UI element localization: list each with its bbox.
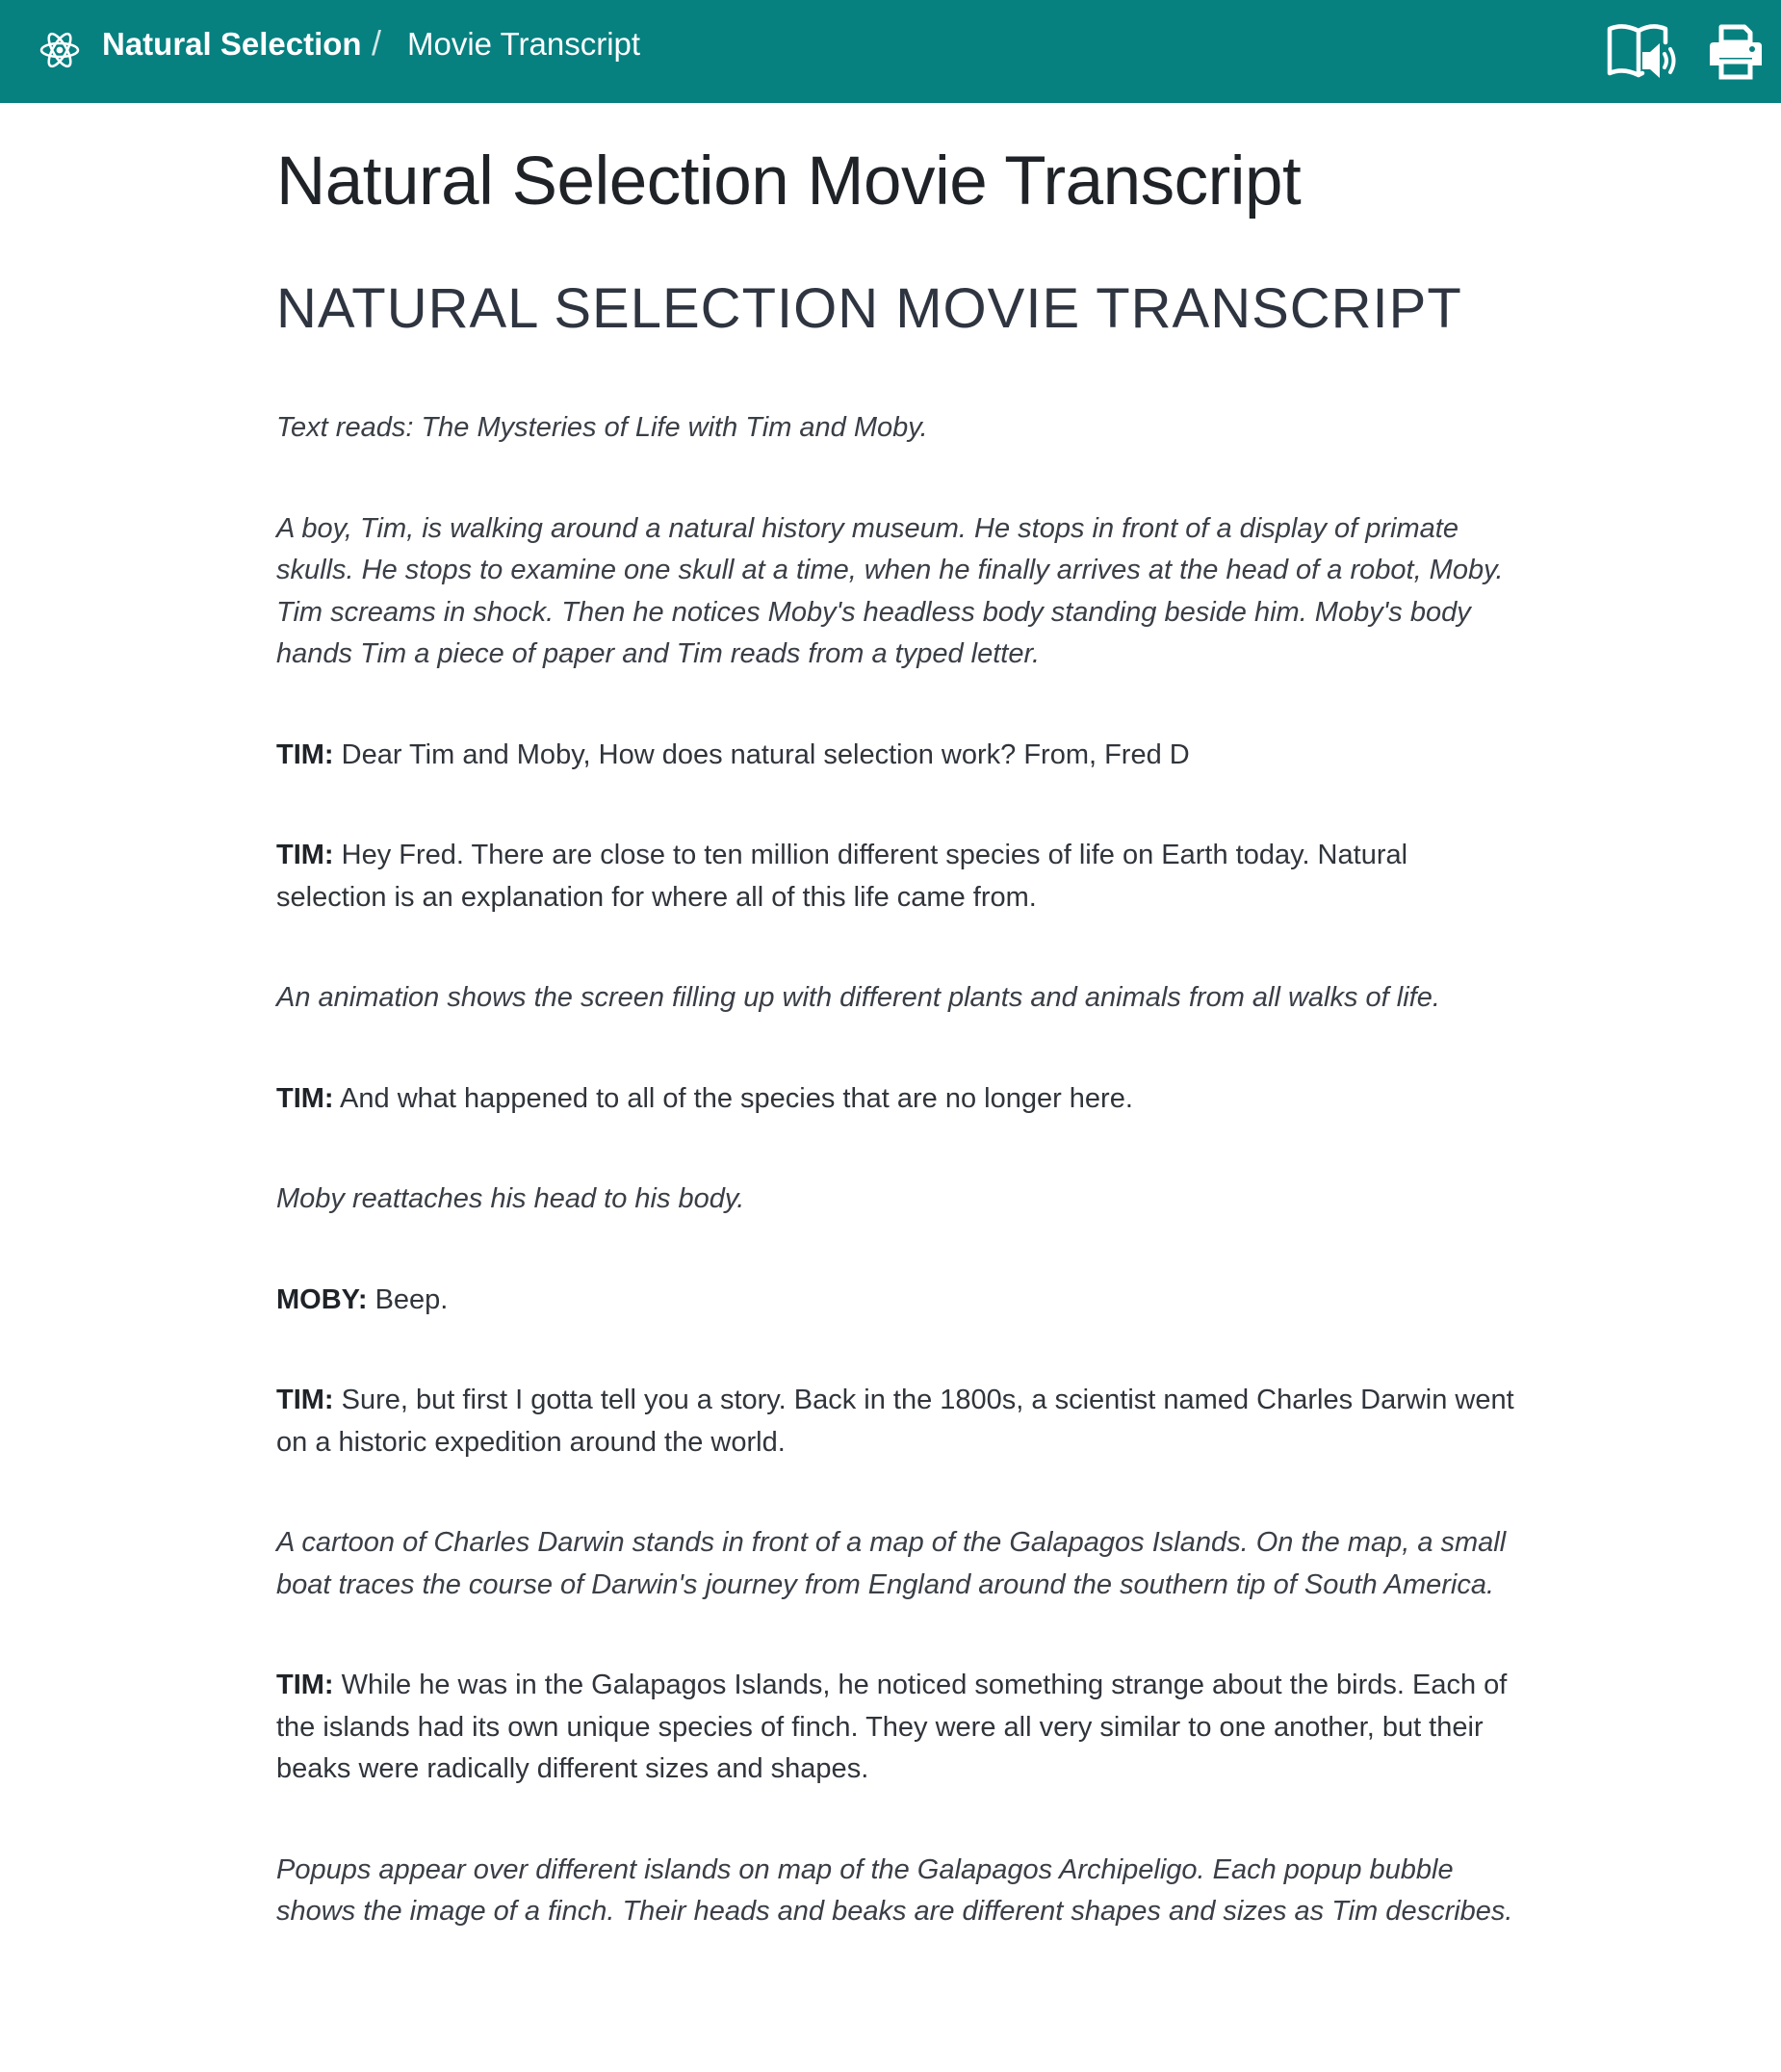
- transcript-content: [276, 144, 1518, 1992]
- speaker-name: TIM:: [276, 738, 334, 770]
- dialogue-line: TIM: While he was in the Galapagos Islands, he noticed something strange about the birds. Each of the islands had its own unique species of finch. They were all very similar to one another, but their beaks were radically different sizes and shapes.: [276, 1670, 1508, 1784]
- read-aloud-button[interactable]: [1606, 17, 1681, 85]
- breadcrumb-current-page: Movie Transcript: [407, 26, 641, 62]
- breadcrumb-separator: /: [372, 23, 382, 63]
- speaker-name: TIM:: [276, 1385, 334, 1415]
- page-title: Natural Selection Movie Transcript: [276, 143, 1302, 220]
- top-nav-bar: [0, 0, 1781, 103]
- stage-direction: Text reads: The Mysteries of Life with Tim and Moby.: [276, 412, 928, 443]
- stage-direction: A boy, Tim, is walking around a natural history museum. He stops in front of a display of primate skulls. He stops to examine one skull at a time, when he finally arrives at the head of a robot, Moby. Tim screams in shock. Then he notices Moby's headless body standing beside him. Moby's body hands Tim a piece of paper and Tim reads from a typed letter.: [276, 512, 1504, 669]
- stage-direction: Popups appear over different islands on map of the Galapagos Archipeligo. Each popup bubble shows the image of a finch. Their heads and beaks are different shapes and sizes as Tim describes.: [276, 1853, 1513, 1927]
- speaker-name: TIM:: [276, 1082, 334, 1114]
- site-title-link[interactable]: Natural Selection: [102, 26, 362, 62]
- dialogue-line: TIM: Sure, but first I gotta tell you a story. Back in the 1800s, a scientist named Charles Darwin went on a historic expedition around the world.: [276, 1385, 1514, 1458]
- stage-direction: An animation shows the screen filling up with different plants and animals from all walks of life.: [276, 982, 1440, 1013]
- print-icon: [1710, 17, 1762, 85]
- speaker-name: TIM:: [276, 840, 334, 870]
- speaker-name: MOBY:: [276, 1283, 368, 1315]
- speaker-name: TIM:: [276, 1670, 334, 1700]
- dialogue-line: TIM: Hey Fred. There are close to ten million different species of life on Earth today. Natural selection is an explanation for where all of this life came from.: [276, 840, 1408, 913]
- print-button[interactable]: [1710, 17, 1762, 85]
- page-subtitle: NATURAL SELECTION MOVIE TRANSCRIPT: [276, 277, 1462, 340]
- dialogue-line: MOBY: Beep.: [276, 1283, 449, 1315]
- dialogue-line: TIM: Dear Tim and Moby, How does natural selection work? From, Fred D: [276, 738, 1190, 770]
- stage-direction: Moby reattaches his head to his body.: [276, 1183, 745, 1214]
- read-aloud-icon: [1606, 17, 1681, 85]
- atom-icon: [39, 29, 81, 71]
- stage-direction: A cartoon of Charles Darwin stands in front of a map of the Galapagos Islands. On the map, a small boat traces the course of Darwin's journey from England around the southern tip of South America.: [276, 1527, 1507, 1600]
- transcript-body: [276, 407, 1518, 1933]
- dialogue-line: TIM: And what happened to all of the species that are no longer here.: [276, 1082, 1133, 1114]
